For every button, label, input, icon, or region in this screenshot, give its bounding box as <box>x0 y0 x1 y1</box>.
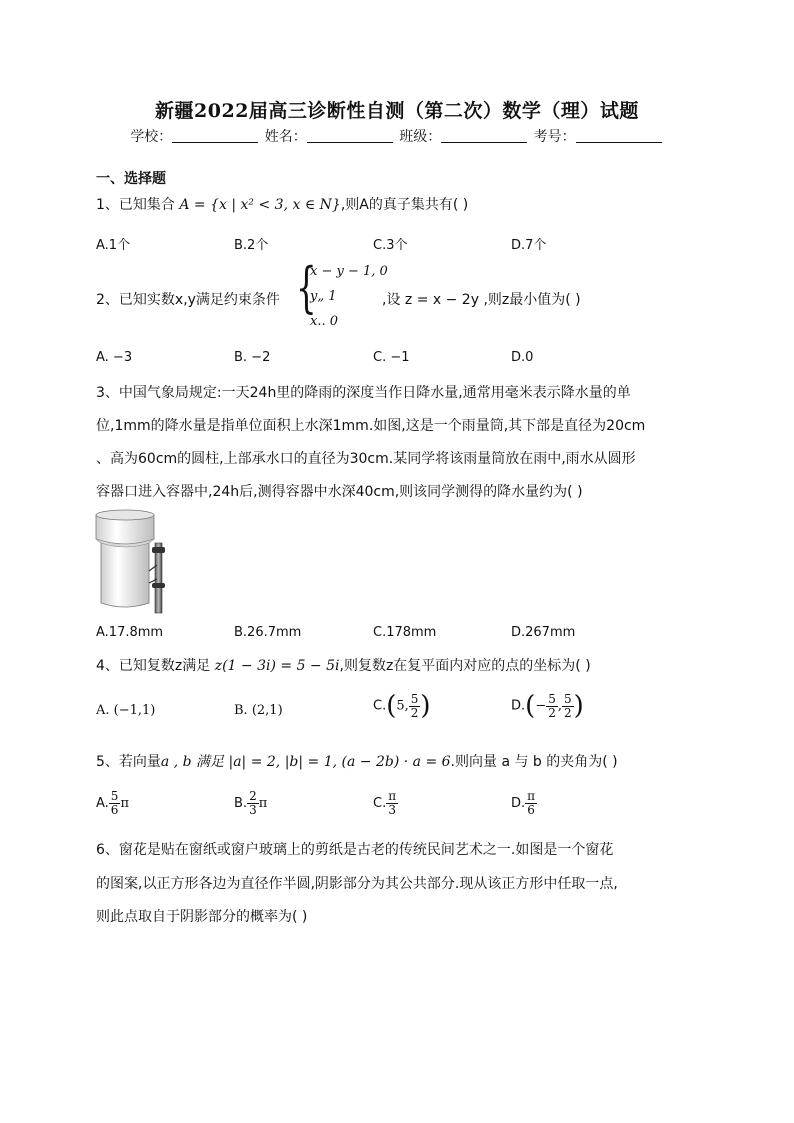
q5-expression: |a| = 2, |b| = 1, (a − 2b) · a = 6 <box>228 754 451 770</box>
q3-option-c[interactable]: C.178mm <box>373 625 437 640</box>
q1-set-expression: A = {x | x² < 3, x ∈ N} <box>179 197 341 213</box>
q5-vectors: a , b 满足 <box>160 754 225 770</box>
q5-suffix: .则向量 a 与 b 的夹角为( ) <box>450 754 618 770</box>
q2-prefix: 2、已知实数x,y满足约束条件 <box>96 292 280 308</box>
q3-option-d[interactable]: D.267mm <box>511 625 576 640</box>
q3-line-3: 、高为60cm的圆柱,上部承水口的直径为30cm.某同学将该雨量筒放在雨中,雨水从圆形 <box>96 451 636 467</box>
q4-option-d[interactable]: D.(− $\frac{5}{2}$ , $\frac{5}{2}$ ) <box>511 691 584 721</box>
q4-d-fraction-1: $\frac{5}{2}$ <box>548 691 556 720</box>
q4-c-fraction: $\frac{5}{2}$ <box>410 691 419 720</box>
name-label: 姓名： <box>264 129 307 145</box>
q5-option-d[interactable] <box>511 790 537 817</box>
rain-gauge-figure <box>93 509 175 615</box>
examno-blank[interactable] <box>576 128 662 143</box>
q2-option-d[interactable]: D.0 <box>511 350 534 365</box>
q2-constraint-2: y„ 1 <box>310 289 337 304</box>
q6-line-1: 6、窗花是贴在窗纸或窗户玻璃上的剪纸是古老的传统民间艺术之一.如图是一个窗花 <box>96 842 614 858</box>
q6-line-2: 的图案,以正方形各边为直径作半圆,阴影部分为其公共部分.现从该正方形中任取一点, <box>96 876 618 892</box>
q3-line-4: 容器口进入容器中,24h后,测得容器中水深40cm,则该同学测得的降水量约为( ) <box>96 484 583 500</box>
q2-constraint-3: x.. 0 <box>310 314 338 329</box>
q5-option-b[interactable] <box>234 790 267 817</box>
q4-d-fraction-2: $\frac{5}{2}$ <box>564 691 572 720</box>
q2-left-brace: { <box>296 256 317 319</box>
q5-a-fraction: $\frac{5}{6}$ <box>110 789 119 817</box>
page-title: 新疆2022届高三诊断性自测（第二次）数学（理）试题 <box>155 100 639 122</box>
q5-d-fraction: $\frac{\pi}{6}$ <box>527 789 536 817</box>
q5-d-label: D. <box>511 796 526 811</box>
q1-option-c[interactable]: C.3个 <box>373 238 408 253</box>
name-blank[interactable] <box>307 128 393 143</box>
q5-b-fraction: $\frac{2}{3}$ <box>249 789 257 817</box>
q4-d-label: D. <box>511 698 526 714</box>
question-1 <box>96 194 468 214</box>
question-4 <box>96 655 591 675</box>
question-5 <box>96 751 618 771</box>
q3-line-2: 位,1mm的降水量是指单位面积上水深1mm.如图,这是一个雨量筒,其下部是直径为20cm <box>96 418 646 434</box>
q5-a-pi: π <box>120 796 129 811</box>
q4-prefix: 4、已知复数z满足 <box>96 658 211 674</box>
section-heading: 一、选择题 <box>96 171 166 187</box>
q2-option-a[interactable]: A. −3 <box>96 350 133 365</box>
class-label: 班级： <box>399 129 442 145</box>
q2-option-b[interactable]: B. −2 <box>234 350 271 365</box>
q4-d-sign: − <box>535 698 547 714</box>
q5-c-label: C. <box>373 796 387 811</box>
q4-c-label: C. <box>373 698 387 714</box>
q3-line-1: 3、中国气象局规定:一天24h里的降雨的深度当作日降水量,通常用毫米表示降水量的单 <box>96 385 631 401</box>
q2-suffix: ,设 z = x − 2y ,则z最小值为( ) <box>382 292 581 308</box>
q5-c-fraction: $\frac{\pi}{3}$ <box>388 789 397 817</box>
q5-option-c[interactable] <box>373 790 398 817</box>
q4-c-first: 5, <box>396 698 409 714</box>
q3-option-a[interactable]: A.17.8mm <box>96 625 164 640</box>
examno-label: 考号： <box>533 129 576 145</box>
q1-option-b[interactable]: B.2个 <box>234 238 269 253</box>
q5-prefix: 5、若向量 <box>96 754 161 770</box>
q1-suffix: ,则A的真子集共有( ) <box>340 197 469 213</box>
student-info-row <box>0 126 794 146</box>
school-label: 学校： <box>130 129 173 145</box>
q5-b-pi: π <box>258 796 268 811</box>
q2-constraint-1: x − y − 1, 0 <box>310 264 388 279</box>
school-blank[interactable] <box>172 128 258 143</box>
q1-option-a[interactable]: A.1个 <box>96 238 131 253</box>
q1-prefix: 1、已知集合 <box>96 197 175 213</box>
q4-expression: z(1 − 3i) = 5 − 5i <box>214 658 340 674</box>
class-blank[interactable] <box>441 128 527 143</box>
q5-option-a[interactable] <box>96 790 129 817</box>
q4-option-b[interactable]: B. (2,1) <box>234 703 283 718</box>
q5-a-label: A. <box>96 796 109 811</box>
q4-suffix: ,则复数z在复平面内对应的点的坐标为( ) <box>339 658 591 674</box>
q4-option-a[interactable]: A. (−1,1) <box>96 703 156 718</box>
q2-option-c[interactable]: C. −1 <box>373 350 410 365</box>
q3-option-b[interactable]: B.26.7mm <box>234 625 302 640</box>
q1-option-d[interactable]: D.7个 <box>511 238 547 253</box>
q5-b-label: B. <box>234 796 248 811</box>
q4-option-c[interactable]: C.(5, $\frac{5}{2}$ ) <box>373 691 431 721</box>
q6-line-3: 则此点取自于阴影部分的概率为( ) <box>96 909 308 925</box>
